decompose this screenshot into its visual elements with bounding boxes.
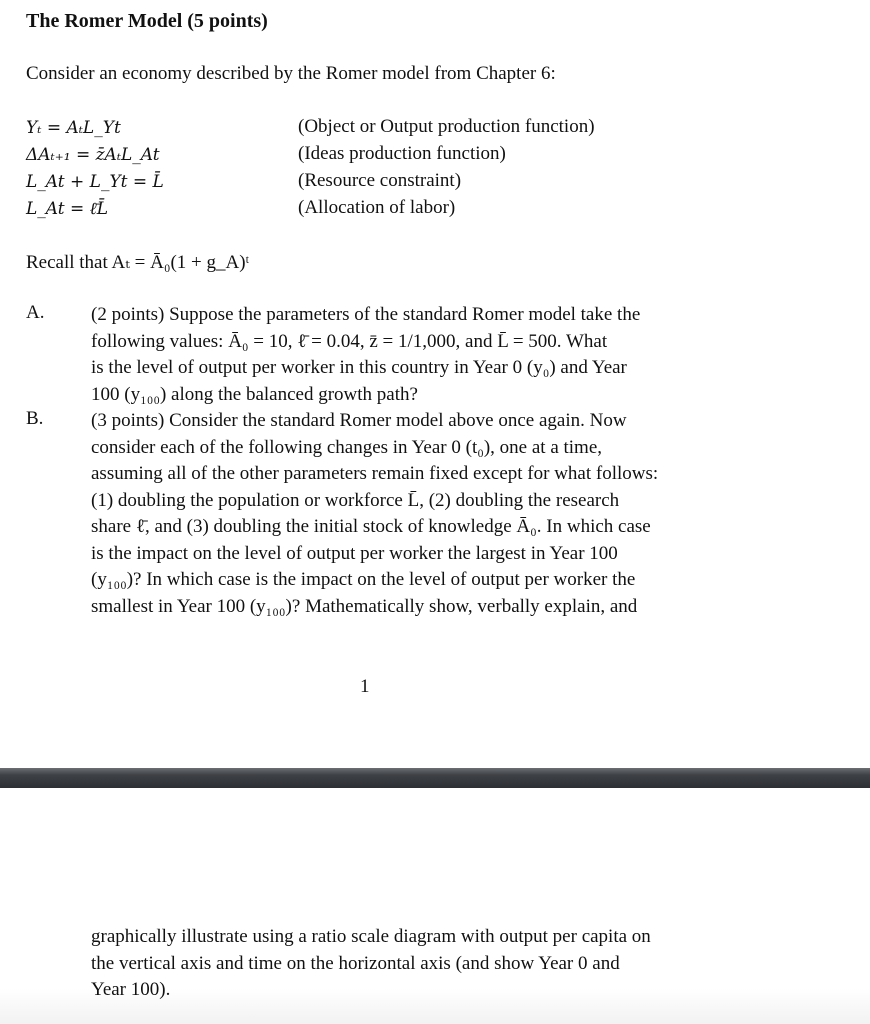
page-number: 1: [360, 676, 370, 697]
continuation-line: graphically illustrate using a ratio scale diagram with output per capita on: [91, 926, 651, 947]
equation-formula: L_At + L_Yt = L̄: [26, 172, 164, 192]
page-title: The Romer Model (5 points): [26, 10, 268, 32]
question-b-label: B.: [26, 408, 44, 429]
question-a-text: [91, 302, 640, 408]
document-page-2: [0, 788, 870, 1024]
equation-label: (Object or Output production function): [298, 116, 595, 137]
equation-formula: L_At = ℓ̄L̄: [26, 199, 109, 219]
question-line: (y₁₀₀)? In which case is the impact on the level of output per worker the: [91, 569, 636, 590]
question-line: share ℓ̄, and (3) doubling the initial stock of knowledge Ā₀. In which case: [91, 516, 651, 537]
equation-label: (Allocation of labor): [298, 197, 456, 218]
equation-formula: ΔAₜ₊₁ = z̄AₜL_At: [26, 145, 160, 165]
question-line: is the level of output per worker in this country in Year 0 (y₀) and Year: [91, 357, 627, 378]
page-break-divider: [0, 768, 870, 788]
question-line: is the impact on the level of output per worker the largest in Year 100: [91, 542, 618, 564]
question-line: (2 points) Suppose the parameters of the standard Romer model take the: [91, 304, 641, 325]
question-a-label: A.: [26, 302, 45, 323]
equation-formula: Yₜ = AₜL_Yt: [26, 118, 121, 138]
question-line: following values: Ā₀ = 10, ℓ̄ = 0.04, z̄ = 1/1,000, and L̄ = 500. What: [91, 330, 608, 352]
intro-text: Consider an economy described by the Romer model from Chapter 6:: [26, 63, 556, 84]
question-b-text: [91, 408, 658, 620]
continuation-line: the vertical axis and time on the horizontal axis (and show Year 0 and: [91, 952, 620, 974]
continuation-text: [91, 924, 651, 1004]
recall-formula: Recall that Aₜ = Ā₀(1 + g_A)ᵗ: [26, 252, 250, 273]
equation-label: (Resource constraint): [298, 170, 462, 191]
question-line: (1) doubling the population or workforce L̄, (2) doubling the research: [91, 489, 620, 511]
question-line: assuming all of the other parameters remain fixed except for what follows:: [91, 463, 659, 484]
question-line: 100 (y₁₀₀) along the balanced growth path?: [91, 383, 418, 405]
question-line: (3 points) Consider the standard Romer model above once again. Now: [91, 410, 627, 431]
question-line: consider each of the following changes in Year 0 (t₀), one at a time,: [91, 436, 603, 458]
equation-label: (Ideas production function): [298, 143, 506, 164]
question-line: smallest in Year 100 (y₁₀₀)? Mathematically show, verbally explain, and: [91, 595, 638, 617]
continuation-line: Year 100).: [91, 979, 171, 1000]
